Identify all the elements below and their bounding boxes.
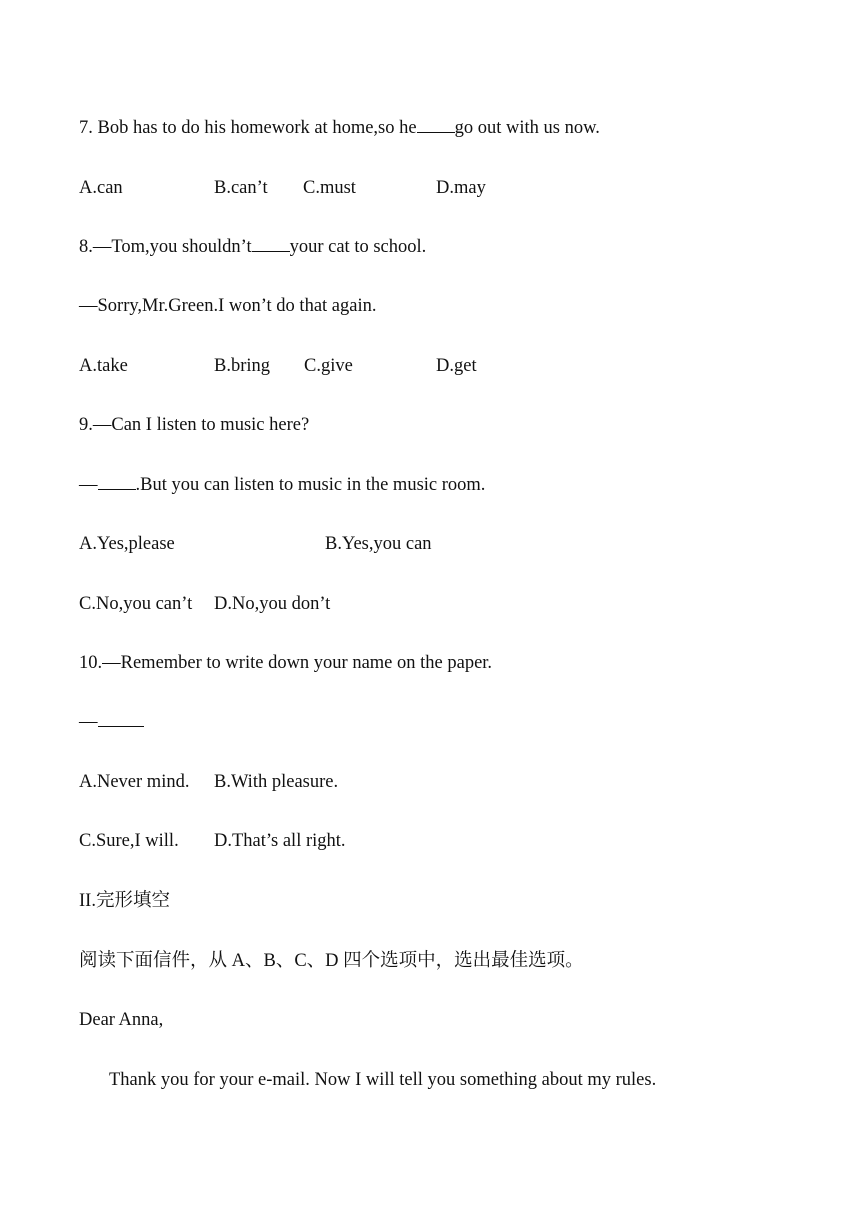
option-a: A.Never mind. <box>79 772 190 792</box>
question-9-options-row-1 <box>79 532 779 556</box>
question-8-stem <box>79 235 426 259</box>
question-10-reply <box>79 710 144 734</box>
q9-reply-before: — <box>79 475 98 495</box>
option-d: D.That’s all right. <box>214 831 346 851</box>
question-10-options-row-2 <box>79 829 779 853</box>
answer-blank <box>252 235 290 252</box>
option-b: B.With pleasure. <box>214 772 339 792</box>
option-b: B.bring <box>214 356 271 376</box>
option-a: A.Yes,please <box>79 534 175 554</box>
question-7-options <box>79 176 779 200</box>
answer-blank <box>417 116 455 133</box>
option-d: D.may <box>436 178 486 198</box>
option-a: A.can <box>79 178 123 198</box>
option-a: A.take <box>79 356 128 376</box>
q7-stem-after: go out with us now. <box>454 118 600 138</box>
question-10-options-row-1 <box>79 770 779 794</box>
section-instruction: 阅读下面信件，从 A、B、C、D 四个选项中，选出最佳选项。 <box>79 951 584 971</box>
option-d: D.get <box>436 356 477 376</box>
question-9-options-row-2 <box>79 592 779 616</box>
option-b: B.can’t <box>214 178 268 198</box>
q9-reply-after: .But you can listen to music in the music room. <box>135 475 486 495</box>
q10-reply-before: — <box>79 712 98 732</box>
question-8-reply: —Sorry,Mr.Green.I won’t do that again. <box>79 296 377 316</box>
q8-stem-after: your cat to school. <box>289 237 427 257</box>
question-9-stem: 9.—Can I listen to music here? <box>79 415 310 435</box>
option-c: C.No,you can’t <box>79 594 193 614</box>
question-7-stem <box>79 116 600 140</box>
answer-blank <box>98 473 136 490</box>
option-c: C.Sure,I will. <box>79 831 179 851</box>
section-heading: II.完形填空 <box>79 891 170 911</box>
answer-blank <box>98 710 144 727</box>
letter-salutation: Dear Anna, <box>79 1010 164 1030</box>
letter-first-line: Thank you for your e-mail. Now I will tell you something about my rules. <box>109 1070 657 1090</box>
option-d: D.No,you don’t <box>214 594 331 614</box>
question-10-stem: 10.—Remember to write down your name on the paper. <box>79 653 493 673</box>
question-8-options <box>79 354 779 378</box>
q7-stem-before: 7. Bob has to do his homework at home,so he <box>79 118 417 138</box>
question-9-reply <box>79 473 485 497</box>
option-b: B.Yes,you can <box>325 534 432 554</box>
q8-stem-before: 8.—Tom,you shouldn’t <box>79 237 252 257</box>
option-c: C.must <box>303 178 356 198</box>
option-c: C.give <box>304 356 353 376</box>
